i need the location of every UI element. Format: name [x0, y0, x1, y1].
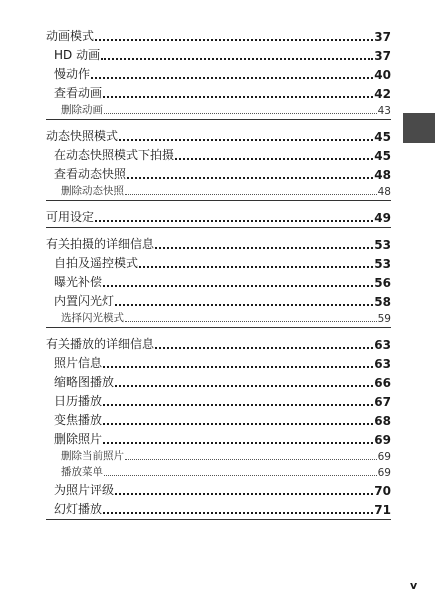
- dot-leader: [101, 58, 373, 60]
- dot-leader: [139, 266, 373, 268]
- toc-entry-title: 为照片评级: [54, 483, 115, 497]
- dot-leader: [125, 459, 377, 460]
- toc-section-heading-title: 有关播放的详细信息: [46, 337, 155, 351]
- toc-entry[interactable]: [46, 252, 391, 271]
- dot-leader: [125, 321, 377, 322]
- dot-leader: [104, 113, 377, 114]
- toc-entry[interactable]: [46, 290, 391, 309]
- dot-leader: [127, 177, 373, 179]
- toc-entry[interactable]: [46, 498, 391, 517]
- toc-subentry-title: 删除动画: [61, 104, 103, 116]
- toc-entry-title: 缩略图播放: [54, 375, 115, 389]
- toc-section-heading-page: 37: [374, 30, 391, 44]
- toc-section-heading[interactable]: [46, 233, 391, 252]
- toc-entry-page: 70: [374, 484, 391, 498]
- toc-subentry-title: 删除动态快照: [61, 185, 124, 197]
- section-thumb-tab: [403, 113, 435, 143]
- toc-section: [46, 233, 391, 328]
- dot-leader: [103, 423, 373, 425]
- toc-entry-title: 在动态快照模式下拍摄: [54, 148, 175, 162]
- toc-entry-title: 曝光补偿: [54, 275, 103, 289]
- toc-subentry[interactable]: [46, 182, 391, 198]
- toc-subentry-page: 43: [377, 105, 391, 117]
- toc-subentry-page: 69: [377, 467, 391, 479]
- toc-entry-page: 71: [374, 503, 391, 517]
- toc-entry[interactable]: [46, 371, 391, 390]
- toc-subentry-page: 59: [377, 313, 391, 325]
- toc-section: [46, 206, 391, 228]
- toc-entry-title: 日历播放: [54, 394, 103, 408]
- toc-section-heading-page: 49: [374, 211, 391, 225]
- dot-leader: [104, 475, 377, 476]
- toc-entry[interactable]: [46, 82, 391, 101]
- toc-subentry-title: 播放菜单: [61, 466, 103, 478]
- toc-section-heading-title: 动态快照模式: [46, 129, 119, 143]
- toc-section-heading[interactable]: [46, 125, 391, 144]
- toc-entry-page: 68: [374, 414, 391, 428]
- toc-subentry[interactable]: [46, 101, 391, 117]
- toc-section: [46, 25, 391, 120]
- toc-entry-title: 查看动画: [54, 86, 103, 100]
- toc-section: [46, 333, 391, 520]
- toc-entry-page: 63: [374, 357, 391, 371]
- toc-entry[interactable]: [46, 352, 391, 371]
- dot-leader: [103, 285, 373, 287]
- toc-entry[interactable]: [46, 144, 391, 163]
- dot-leader: [103, 442, 373, 444]
- table-of-contents: [46, 25, 391, 525]
- toc-entry-page: 69: [374, 433, 391, 447]
- toc-subentry[interactable]: [46, 463, 391, 479]
- dot-leader: [91, 77, 373, 79]
- toc-subentry-page: 69: [377, 451, 391, 463]
- toc-entry[interactable]: [46, 409, 391, 428]
- toc-entry[interactable]: [46, 271, 391, 290]
- toc-section-heading[interactable]: [46, 206, 391, 225]
- toc-entry-page: 53: [374, 257, 391, 271]
- dot-leader: [115, 385, 373, 387]
- page-number: v: [410, 579, 418, 592]
- dot-leader: [175, 158, 373, 160]
- toc-entry[interactable]: [46, 479, 391, 498]
- toc-entry-page: 40: [374, 68, 391, 82]
- toc-section-heading-title: 动画模式: [46, 29, 95, 43]
- toc-section-heading-page: 63: [374, 338, 391, 352]
- toc-entry[interactable]: [46, 63, 391, 82]
- toc-entry-title: 照片信息: [54, 356, 103, 370]
- toc-section-heading[interactable]: [46, 25, 391, 44]
- toc-entry-page: 42: [374, 87, 391, 101]
- toc-entry-title: 自拍及遥控模式: [54, 256, 139, 270]
- dot-leader: [95, 39, 373, 41]
- toc-entry-page: 48: [374, 168, 391, 182]
- toc-entry-title: HD 动画: [54, 48, 101, 62]
- dot-leader: [119, 139, 373, 141]
- toc-entry[interactable]: [46, 390, 391, 409]
- dot-leader: [155, 347, 373, 349]
- toc-section-heading-page: 45: [374, 130, 391, 144]
- dot-leader: [125, 194, 377, 195]
- toc-entry-title: 删除照片: [54, 432, 103, 446]
- toc-entry-page: 58: [374, 295, 391, 309]
- dot-leader: [103, 404, 373, 406]
- toc-section: [46, 125, 391, 201]
- toc-subentry-title: 删除当前照片: [61, 450, 124, 462]
- toc-entry-page: 56: [374, 276, 391, 290]
- toc-subentry-page: 48: [377, 186, 391, 198]
- toc-section-heading-title: 可用设定: [46, 210, 95, 224]
- toc-entry[interactable]: [46, 428, 391, 447]
- toc-entry-page: 66: [374, 376, 391, 390]
- toc-subentry-title: 选择闪光模式: [61, 312, 124, 324]
- toc-entry-title: 幻灯播放: [54, 502, 103, 516]
- dot-leader: [155, 247, 373, 249]
- toc-entry-title: 查看动态快照: [54, 167, 127, 181]
- toc-entry-title: 变焦播放: [54, 413, 103, 427]
- toc-section-heading-title: 有关拍摄的详细信息: [46, 237, 155, 251]
- dot-leader: [115, 493, 373, 495]
- toc-entry-page: 67: [374, 395, 391, 409]
- toc-subentry[interactable]: [46, 309, 391, 325]
- toc-entry[interactable]: [46, 44, 391, 63]
- dot-leader: [103, 512, 373, 514]
- dot-leader: [103, 96, 373, 98]
- toc-entry-title: 内置闪光灯: [54, 294, 115, 308]
- dot-leader: [95, 220, 373, 222]
- toc-subentry[interactable]: [46, 447, 391, 463]
- toc-entry-page: 45: [374, 149, 391, 163]
- toc-section-heading[interactable]: [46, 333, 391, 352]
- toc-section-heading-page: 53: [374, 238, 391, 252]
- dot-leader: [115, 304, 373, 306]
- toc-entry-page: 37: [374, 49, 391, 63]
- toc-entry[interactable]: [46, 163, 391, 182]
- dot-leader: [103, 366, 373, 368]
- toc-entry-title: 慢动作: [54, 67, 91, 81]
